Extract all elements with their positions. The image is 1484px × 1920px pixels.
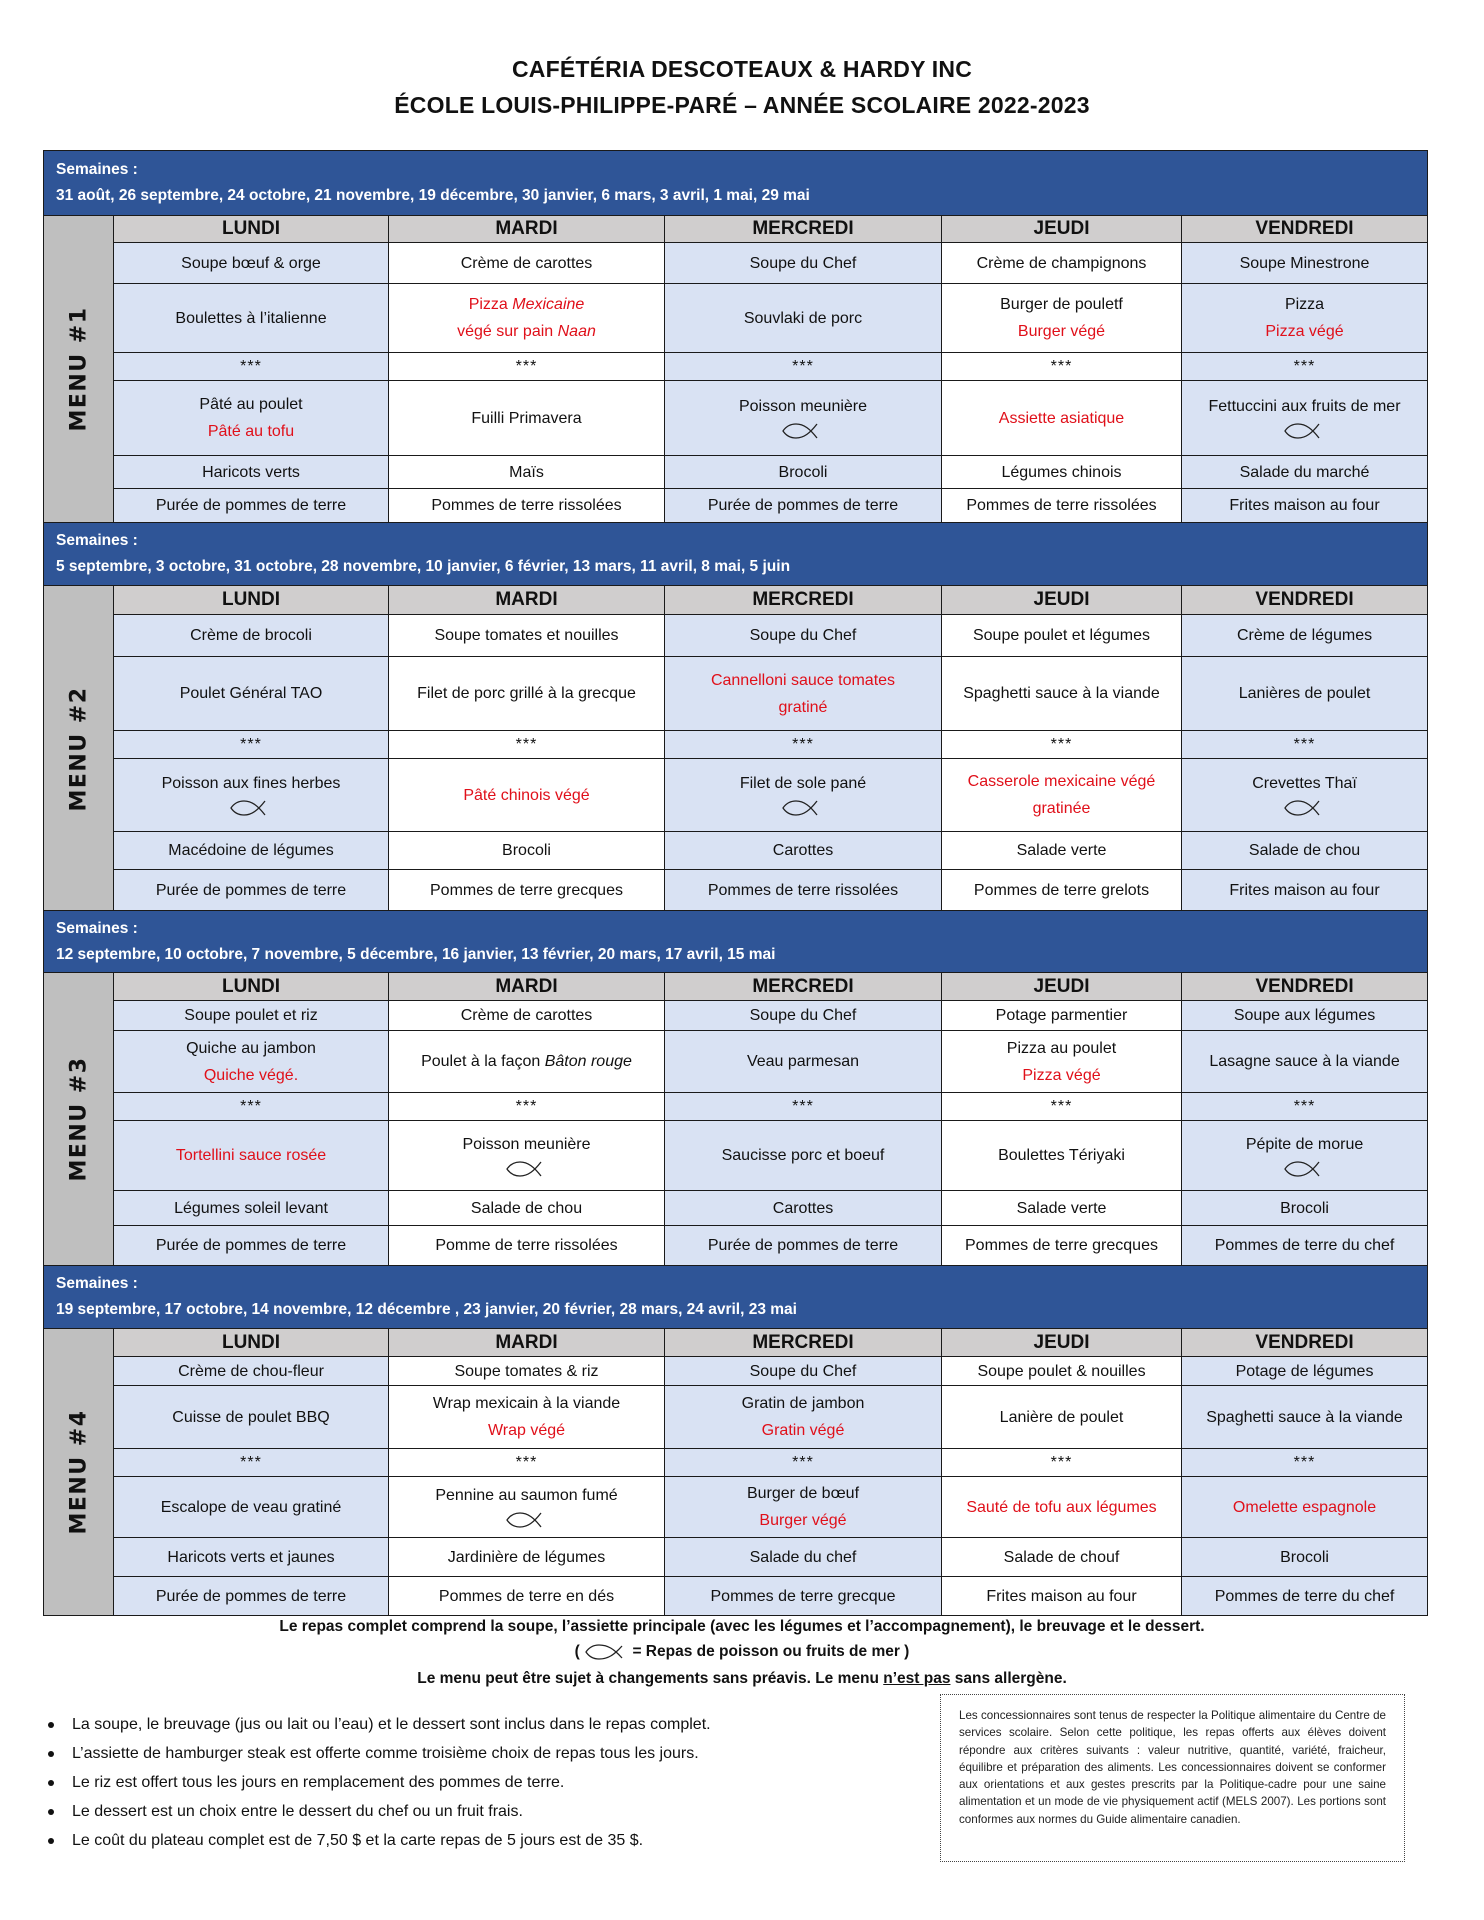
vegetable-cell: Maïs (389, 456, 665, 489)
bullet-item: Le coût du plateau complet est de 7,50 $ et la carte repas de 5 jours est de 35 $. (48, 1826, 711, 1855)
vegetable-cell: Carottes (665, 1191, 942, 1226)
main-dish-cell (942, 657, 1182, 731)
vegetable-cell: Brocoli (665, 456, 942, 489)
soup-cell: Potage de légumes (1182, 1357, 1428, 1386)
side-dish-cell: Purée de pommes de terre (114, 870, 389, 912)
fish-icon (669, 798, 937, 820)
soup-cell: Crème de carottes (389, 243, 665, 284)
alt-dish-cell (114, 1121, 389, 1191)
vege-option: végé sur pain Naan (457, 323, 596, 340)
main-dish-cell (1182, 284, 1428, 353)
alt-dish-cell (114, 1477, 389, 1538)
alt-dish-cell (1182, 1121, 1428, 1191)
vege-option: Pizza végé (1265, 323, 1344, 340)
bullet-item: Le riz est offert tous les jours en remplacement des pommes de terre. (48, 1768, 711, 1797)
vegetable-cell: Salade du chef (665, 1538, 942, 1577)
vegetable-cell: Carottes (665, 832, 942, 870)
main-dish: Quiche au jambon (186, 1039, 316, 1057)
separator-cell: *** (389, 1449, 665, 1477)
main-dish: Pizza (1284, 296, 1325, 313)
separator-cell: *** (1182, 1093, 1428, 1121)
vege-option: gratiné (778, 698, 828, 716)
vegetable-cell: Salade verte (942, 832, 1182, 870)
day-header: LUNDI (114, 216, 389, 243)
separator-cell: *** (114, 1093, 389, 1121)
alt-dish-cell (1182, 1477, 1428, 1538)
soup-cell: Soupe du Chef (665, 1357, 942, 1386)
menu-side-label (44, 216, 114, 523)
alt-dish-cell (389, 1121, 665, 1191)
alt-dish: Filet de sole pané (739, 775, 867, 792)
vege-option: Pâté au tofu (207, 423, 295, 440)
side-dish-cell: Pommes de terre en dés (389, 1577, 665, 1616)
allergen-note-part1: Le menu peut être sujet à changements sans préavis. Le menu (417, 1670, 884, 1687)
alt-dish-cell (665, 759, 942, 832)
separator-cell: *** (942, 1449, 1182, 1477)
main-dish: Lanière de poulet (999, 1408, 1124, 1426)
alt-dish: Fettuccini aux fruits de mer (1208, 398, 1401, 415)
vegetable-cell: Salade du marché (1182, 456, 1428, 489)
alt-dish: Poisson aux fines herbes (161, 775, 341, 792)
side-dish-cell: Frites maison au four (1182, 870, 1428, 912)
main-dish-cell (665, 284, 942, 353)
separator-cell: *** (942, 1093, 1182, 1121)
vegetable-cell: Jardinière de légumes (389, 1538, 665, 1577)
fish-icon (584, 1643, 628, 1660)
separator-cell: *** (1182, 731, 1428, 759)
main-dish-cell (1182, 657, 1428, 731)
main-dish: Wrap mexicain à la viande (432, 1395, 621, 1412)
alt-dish-cell (942, 381, 1182, 456)
side-dish-cell: Pommes de terre rissolées (665, 870, 942, 912)
vege-option: Pizza Mexicaine (468, 296, 585, 313)
menu-side-label (44, 1329, 114, 1616)
day-header: LUNDI (114, 973, 389, 1001)
day-header: JEUDI (942, 1329, 1182, 1357)
separator-cell: *** (114, 353, 389, 381)
weeks-label: Semaines : (56, 532, 138, 549)
legend-open: ( (574, 1643, 580, 1661)
alt-dish-cell (1182, 381, 1428, 456)
bullet-item: La soupe, le breuvage (jus ou lait ou l’eau) et le dessert sont inclus dans le repas complet. (48, 1710, 711, 1739)
menu-table-2 (43, 522, 1428, 912)
main-dish-cell (942, 284, 1182, 353)
vege-option: Quiche végé. (203, 1066, 299, 1084)
fish-legend (0, 1643, 1484, 1661)
vegetable-cell: Brocoli (1182, 1538, 1428, 1577)
main-dish-cell (942, 1386, 1182, 1449)
soup-cell: Potage parmentier (942, 1001, 1182, 1031)
alt-dish-cell (114, 759, 389, 832)
main-dish-cell (114, 1386, 389, 1449)
weeks-dates: 31 août, 26 septembre, 24 octobre, 21 novembre, 19 décembre, 30 janvier, 6 mars, 3 avril, 1 mai, 29 mai (56, 187, 810, 204)
main-dish: Spaghetti sauce à la viande (963, 685, 1160, 702)
soup-cell: Crème de carottes (389, 1001, 665, 1031)
menu-table-4 (43, 1265, 1428, 1616)
side-dish-cell: Pommes de terre du chef (1182, 1226, 1428, 1266)
fish-icon (1186, 421, 1423, 443)
menu-side-label (44, 973, 114, 1266)
bullet-item: Le dessert est un choix entre le dessert du chef ou un fruit frais. (48, 1797, 711, 1826)
day-header: MERCREDI (665, 586, 942, 615)
main-dish-cell (942, 1031, 1182, 1093)
vegetable-cell: Salade de chou (1182, 832, 1428, 870)
weeks-label: Semaines : (56, 919, 138, 937)
main-dish: Boulettes à l’italienne (175, 309, 327, 327)
side-dish-cell: Pommes de terre du chef (1182, 1577, 1428, 1616)
fish-icon (393, 1159, 660, 1181)
alt-dish-cell (942, 759, 1182, 832)
vege-option: gratinée (1032, 800, 1091, 817)
vege-option: Pizza végé (1022, 1066, 1101, 1084)
alt-dish-cell (942, 1121, 1182, 1191)
alt-dish-cell (389, 1477, 665, 1538)
side-dish-cell: Frites maison au four (942, 1577, 1182, 1616)
main-dish: Gratin de jambon (741, 1395, 865, 1412)
soup-cell: Crème de légumes (1182, 615, 1428, 657)
day-header: MARDI (389, 973, 665, 1001)
day-header: LUNDI (114, 1329, 389, 1357)
separator-cell: *** (114, 1449, 389, 1477)
menu-side-label (44, 586, 114, 912)
vegetable-cell: Salade de chou (389, 1191, 665, 1226)
vege-option: Wrap végé (487, 1422, 566, 1439)
separator-cell: *** (665, 731, 942, 759)
main-dish-cell (389, 1386, 665, 1449)
separator-cell: *** (942, 353, 1182, 381)
menu-number: MENU #1 (66, 306, 91, 432)
vege-option: Casserole mexicaine végé (967, 773, 1156, 790)
vege-option: Omelette espagnole (1232, 1498, 1377, 1516)
alt-dish-cell (665, 381, 942, 456)
soup-cell: Crème de brocoli (114, 615, 389, 657)
main-dish: Cuisse de poulet BBQ (172, 1408, 330, 1426)
vegetable-cell: Salade de chouf (942, 1538, 1182, 1577)
side-dish-cell: Pommes de terre rissolées (942, 489, 1182, 523)
soup-cell: Soupe bœuf & orge (114, 243, 389, 284)
weeks-band (44, 523, 1428, 586)
fish-icon (118, 798, 384, 820)
side-dish-cell: Frites maison au four (1182, 489, 1428, 523)
day-header: VENDREDI (1182, 216, 1428, 243)
weeks-band (44, 1266, 1428, 1329)
vegetable-cell: Salade verte (942, 1191, 1182, 1226)
separator-cell: *** (389, 353, 665, 381)
side-dish-cell: Purée de pommes de terre (665, 1226, 942, 1266)
alt-dish-cell (665, 1477, 942, 1538)
side-dish-cell: Pommes de terre grecques (389, 870, 665, 912)
alt-dish: Fuilli Primavera (471, 409, 582, 427)
day-header: MARDI (389, 586, 665, 615)
fish-icon (393, 1510, 660, 1532)
alt-dish: Crevettes Thaï (1252, 775, 1357, 792)
alt-dish-cell (114, 381, 389, 456)
main-dish-cell (1182, 1386, 1428, 1449)
alt-dish-cell (942, 1477, 1182, 1538)
separator-cell: *** (389, 1093, 665, 1121)
alt-dish: Boulettes Tériyaki (998, 1147, 1125, 1164)
day-header: VENDREDI (1182, 586, 1428, 615)
day-header: MERCREDI (665, 973, 942, 1001)
alt-dish-cell (1182, 759, 1428, 832)
alt-dish-cell (665, 1121, 942, 1191)
separator-cell: *** (942, 731, 1182, 759)
vege-option: Pâté chinois végé (463, 786, 590, 804)
main-dish-cell (114, 284, 389, 353)
day-header: VENDREDI (1182, 973, 1428, 1001)
weeks-dates: 19 septembre, 17 octobre, 14 novembre, 12 décembre , 23 janvier, 20 février, 28 mars, 24 avril, 23 mai (56, 1301, 797, 1318)
menu-table-1 (43, 150, 1428, 523)
alt-dish: Pâté au poulet (199, 396, 303, 413)
separator-cell: *** (1182, 353, 1428, 381)
allergen-note (0, 1670, 1484, 1688)
soup-cell: Soupe du Chef (665, 243, 942, 284)
weeks-dates: 12 septembre, 10 octobre, 7 novembre, 5 décembre, 16 janvier, 13 février, 20 mars, 17 avril, 15 mai (56, 945, 776, 963)
weeks-band (44, 151, 1428, 216)
alt-dish: Pépite de morue (1245, 1135, 1364, 1153)
main-dish: Filet de porc grillé à la grecque (417, 685, 636, 702)
weeks-label: Semaines : (56, 1275, 138, 1292)
alt-dish: Pennine au saumon fumé (435, 1487, 618, 1504)
main-dish-cell (665, 1386, 942, 1449)
soup-cell: Soupe poulet & nouilles (942, 1357, 1182, 1386)
weeks-band (44, 911, 1428, 973)
main-dish: Burger de pouletf (1000, 296, 1123, 313)
main-dish: Lasagne sauce à la viande (1209, 1053, 1400, 1070)
main-dish-cell (114, 1031, 389, 1093)
side-dish-cell: Pommes de terre grecque (665, 1577, 942, 1616)
vege-option: Gratin végé (761, 1422, 845, 1439)
main-dish-cell (1182, 1031, 1428, 1093)
bullet-item: L’assiette de hamburger steak est offerte comme troisième choix de repas tous les jours. (48, 1739, 711, 1768)
vegetable-cell: Légumes soleil levant (114, 1191, 389, 1226)
alt-dish-cell (389, 759, 665, 832)
weeks-label: Semaines : (56, 161, 138, 178)
soup-cell: Soupe du Chef (665, 615, 942, 657)
menu-number: MENU #4 (66, 1409, 91, 1535)
side-dish-cell: Pommes de terre rissolées (389, 489, 665, 523)
day-header: JEUDI (942, 216, 1182, 243)
vegetable-cell: Macédoine de légumes (114, 832, 389, 870)
soup-cell: Soupe poulet et légumes (942, 615, 1182, 657)
menu-table-3 (43, 910, 1428, 1266)
allergen-note-part2: sans allergène. (950, 1670, 1067, 1687)
day-header: JEUDI (942, 973, 1182, 1001)
soup-cell: Soupe tomates & riz (389, 1357, 665, 1386)
main-dish-cell (389, 1031, 665, 1093)
day-header: LUNDI (114, 586, 389, 615)
fish-icon (1186, 798, 1423, 820)
vegetable-cell: Haricots verts et jaunes (114, 1538, 389, 1577)
main-dish: Spaghetti sauce à la viande (1206, 1408, 1403, 1426)
main-dish: Poulet Général TAO (179, 685, 323, 702)
vegetable-cell: Haricots verts (114, 456, 389, 489)
vegetable-cell: Légumes chinois (942, 456, 1182, 489)
side-dish-cell: Purée de pommes de terre (665, 489, 942, 523)
allergen-note-underlined: n’est pas (883, 1670, 951, 1687)
separator-cell: *** (665, 1093, 942, 1121)
separator-cell: *** (665, 1449, 942, 1477)
soup-cell: Soupe aux légumes (1182, 1001, 1428, 1031)
separator-cell: *** (1182, 1449, 1428, 1477)
vege-option: Tortellini sauce rosée (175, 1147, 327, 1164)
alt-dish: Saucisse porc et boeuf (721, 1147, 885, 1164)
alt-dish: Burger de bœuf (746, 1485, 860, 1502)
side-dish-cell: Pommes de terre grecques (942, 1226, 1182, 1266)
soup-cell: Soupe du Chef (665, 1001, 942, 1031)
fish-icon (1186, 1159, 1423, 1181)
soup-cell: Crème de champignons (942, 243, 1182, 284)
weeks-dates: 5 septembre, 3 octobre, 31 octobre, 28 novembre, 10 janvier, 6 février, 13 mars, 11 avril, 8 mai, 5 juin (56, 558, 791, 575)
info-bullet-list (48, 1710, 711, 1855)
alt-dish-cell (389, 381, 665, 456)
soup-cell: Soupe tomates et nouilles (389, 615, 665, 657)
side-dish-cell: Pomme de terre rissolées (389, 1226, 665, 1266)
separator-cell: *** (389, 731, 665, 759)
vegetable-cell: Brocoli (389, 832, 665, 870)
vege-option: Burger végé (1017, 323, 1106, 340)
vegetable-cell: Brocoli (1182, 1191, 1428, 1226)
day-header: MARDI (389, 1329, 665, 1357)
side-dish-cell: Pommes de terre grelots (942, 870, 1182, 912)
alt-dish: Escalope de veau gratiné (160, 1498, 342, 1516)
vege-option: Sauté de tofu aux légumes (966, 1498, 1157, 1516)
alt-dish: Poisson meunière (462, 1135, 591, 1153)
legend-text: = Repas de poisson ou fruits de mer ) (632, 1643, 910, 1661)
day-header: VENDREDI (1182, 1329, 1428, 1357)
school-year-title: ÉCOLE LOUIS-PHILIPPE-PARÉ – ANNÉE SCOLAIRE 2022-2023 (394, 92, 1090, 118)
main-dish: Souvlaki de porc (743, 309, 863, 327)
cafeteria-title: CAFÉTÉRIA DESCOTEAUX & HARDY INC (511, 56, 973, 82)
separator-cell: *** (114, 731, 389, 759)
vege-option: Assiette asiatique (998, 409, 1125, 427)
main-dish-cell (665, 1031, 942, 1093)
alt-dish: Poisson meunière (738, 398, 868, 415)
main-dish: Veau parmesan (746, 1053, 860, 1070)
main-dish: Poulet à la façon Bâton rouge (421, 1053, 632, 1070)
vege-option: Cannelloni sauce tomates (710, 671, 896, 689)
fish-icon (669, 421, 937, 443)
food-policy-box: Les concessionnaires sont tenus de respecter la Politique alimentaire du Centre de services scolaire. Selon cette politique, les repas offerts aux élèves doivent répondre aux critères suivants : valeur nutritive, quantité, variété, fraicheur, équilibre et préparation des aliments. Les concessionnaires doivent se conformer aux orientations et aux gestes prescrits par la Politique-cadre pour une saine alimentation et un mode de vie physiquement actif (MELS 2007). Les portions sont conformes aux normes du Guide alimentaire canadien. (940, 1694, 1405, 1862)
day-header: JEUDI (942, 586, 1182, 615)
main-dish-cell (665, 657, 942, 731)
soup-cell: Soupe Minestrone (1182, 243, 1428, 284)
soup-cell: Soupe poulet et riz (114, 1001, 389, 1031)
separator-cell: *** (665, 353, 942, 381)
soup-cell: Crème de chou-fleur (114, 1357, 389, 1386)
main-dish-cell (114, 657, 389, 731)
side-dish-cell: Purée de pommes de terre (114, 1226, 389, 1266)
complete-meal-note: Le repas complet comprend la soupe, l’assiette principale (avec les légumes et l’accompagnement), le breuvage et le dessert. (279, 1618, 1205, 1635)
day-header: MARDI (389, 216, 665, 243)
main-dish: Lanières de poulet (1238, 685, 1371, 702)
main-dish-cell (389, 657, 665, 731)
side-dish-cell: Purée de pommes de terre (114, 1577, 389, 1616)
day-header: MERCREDI (665, 1329, 942, 1357)
menu-number: MENU #2 (66, 685, 91, 812)
main-dish: Pizza au poulet (1006, 1039, 1117, 1057)
menu-number: MENU #3 (66, 1056, 91, 1182)
side-dish-cell: Purée de pommes de terre (114, 489, 389, 523)
main-dish-cell (389, 284, 665, 353)
day-header: MERCREDI (665, 216, 942, 243)
vege-option: Burger végé (759, 1512, 847, 1529)
